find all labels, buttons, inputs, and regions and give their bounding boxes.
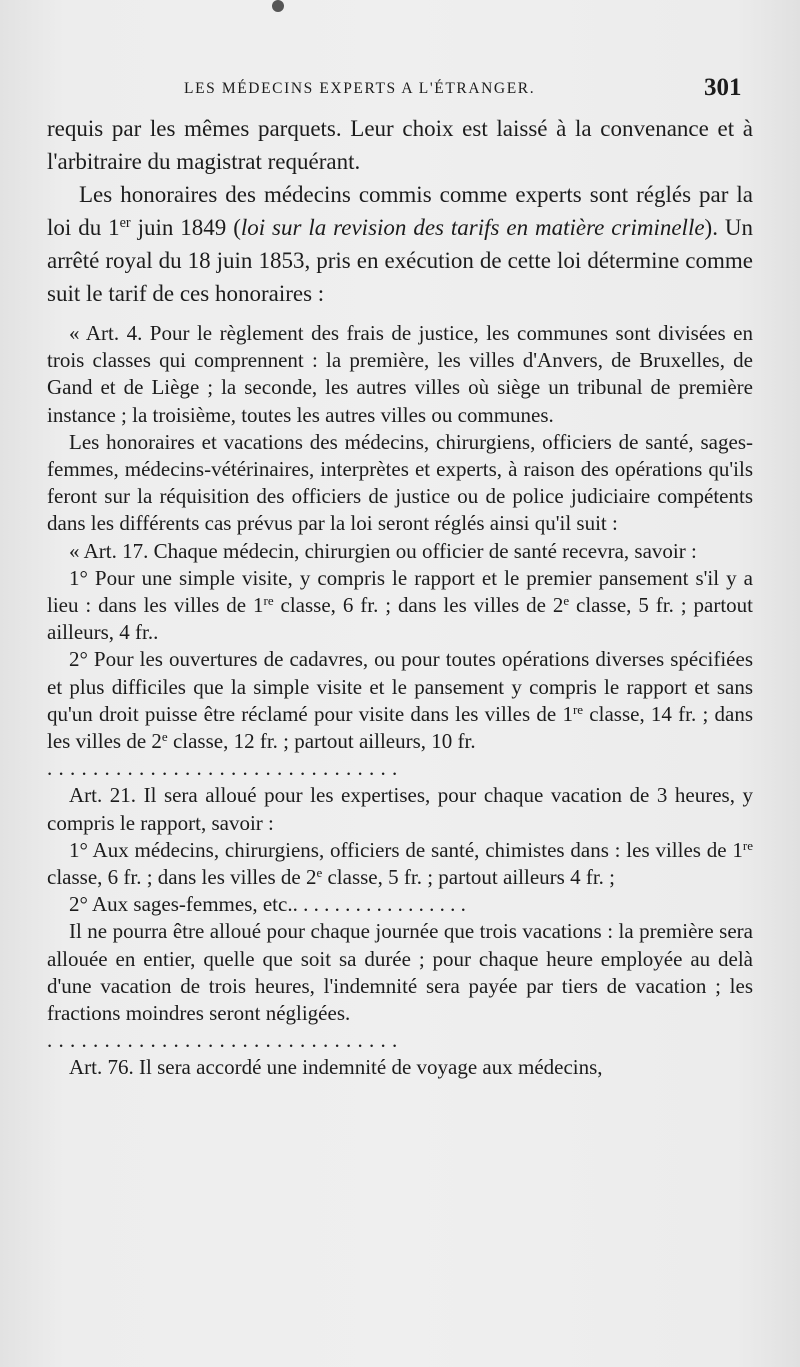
paragraph-1: requis par les mêmes parquets. Leur choix est laissé à la convenance et à l'arbitraire du magistrat requérant.: [47, 116, 753, 174]
paragraph-art-4: « Art. 4. Pour le règlement des frais de justice, les communes sont divisées en trois classes qui comprennent : la première, les villes d'Anvers, de Bruxelles, de Gand et de Liège ; la seconde, les autres villes où siège un tribunal de première instance ; la troisième, toutes les autres villes ou communes.: [47, 321, 753, 427]
paragraph-honoraires: Les honoraires et vacations des médecins, chirurgiens, officiers de santé, sages-femmes, médecins-vétérinaires, interprètes et experts, à raison des opérations qu'ils feront sur la réquisition des officiers de justice ou de police judiciaire compétents dans les différents cas prévus par la loi seront réglés ainsi qu'il suit :: [47, 429, 753, 536]
ellipsis-line: . . . . . . . . . . . . . . . . . . . . . . . . . . . . . . .: [47, 756, 398, 781]
paragraph-art-21: Art. 21. Il sera alloué pour les expertises, pour chaque vacation de 3 heures, y compris le rapport, savoir :: [47, 783, 753, 835]
page-number: 301: [704, 74, 742, 101]
running-head: LES MÉDECINS EXPERTS A L'ÉTRANGER.: [184, 80, 536, 97]
paragraph-simple-visite: 1° Pour une simple visite, y compris le rapport et le premier pansement s'il y a lieu : dans les villes de 1re classe, 6 fr. ; dans les villes de 2e classe, 5 fr. ; partout ailleurs, 4 fr..: [47, 565, 753, 645]
paragraph-art-76: Art. 76. Il sera accordé une indemnité de voyage aux médecins,: [69, 1055, 603, 1080]
paragraph-2: Les honoraires des médecins commis comme experts sont réglés par la loi du 1er juin 1849 (loi sur la revision des tarifs en matière criminelle). Un arrêté royal du 18 juin 1853, pris en exécution de cette loi détermine comme suit le tarif de ces honoraires :: [47, 182, 753, 306]
page-header: [0, 76, 800, 106]
paragraph-medecins-chimistes: 1° Aux médecins, chirurgiens, officiers de santé, chimistes dans : les villes de 1re classe, 6 fr. ; dans les villes de 2e classe, 5 fr. ; partout ailleurs 4 fr. ;: [47, 837, 753, 890]
paragraph-sages-femmes: 2° Aux sages-femmes, etc.. . . . . . . . . . . . . . . . .: [69, 892, 466, 917]
paragraph-art-17: « Art. 17. Chaque médecin, chirurgien ou officier de santé recevra, savoir :: [69, 538, 697, 563]
page-ink-mark: [272, 0, 284, 12]
ellipsis-line: . . . . . . . . . . . . . . . . . . . . . . . . . . . . . . .: [47, 1028, 398, 1053]
law-title: loi sur la revision des tarifs en matière criminelle: [240, 215, 705, 240]
page-body: [47, 112, 753, 1082]
paragraph-ouvertures-cadavres: 2° Pour les ouvertures de cadavres, ou pour toutes opérations diverses spécifiées et plus difficiles que la simple visite et le pansement y compris le rapport et sans qu'un droit puisse être réclamé pour visite dans les villes de 1re classe, 14 fr. ; dans les villes de 2e classe, 12 fr. ; partout ailleurs, 10 fr.: [47, 647, 753, 754]
paragraph-vacations: Il ne pourra être alloué pour chaque journée que trois vacations : la première sera allouée en entier, quelle que soit sa durée ; pour chaque heure employée au delà d'une vacation de trois heures, l'indemnité sera payée par tiers de vacation ; les fractions moindres seront négligées.: [47, 919, 753, 1026]
